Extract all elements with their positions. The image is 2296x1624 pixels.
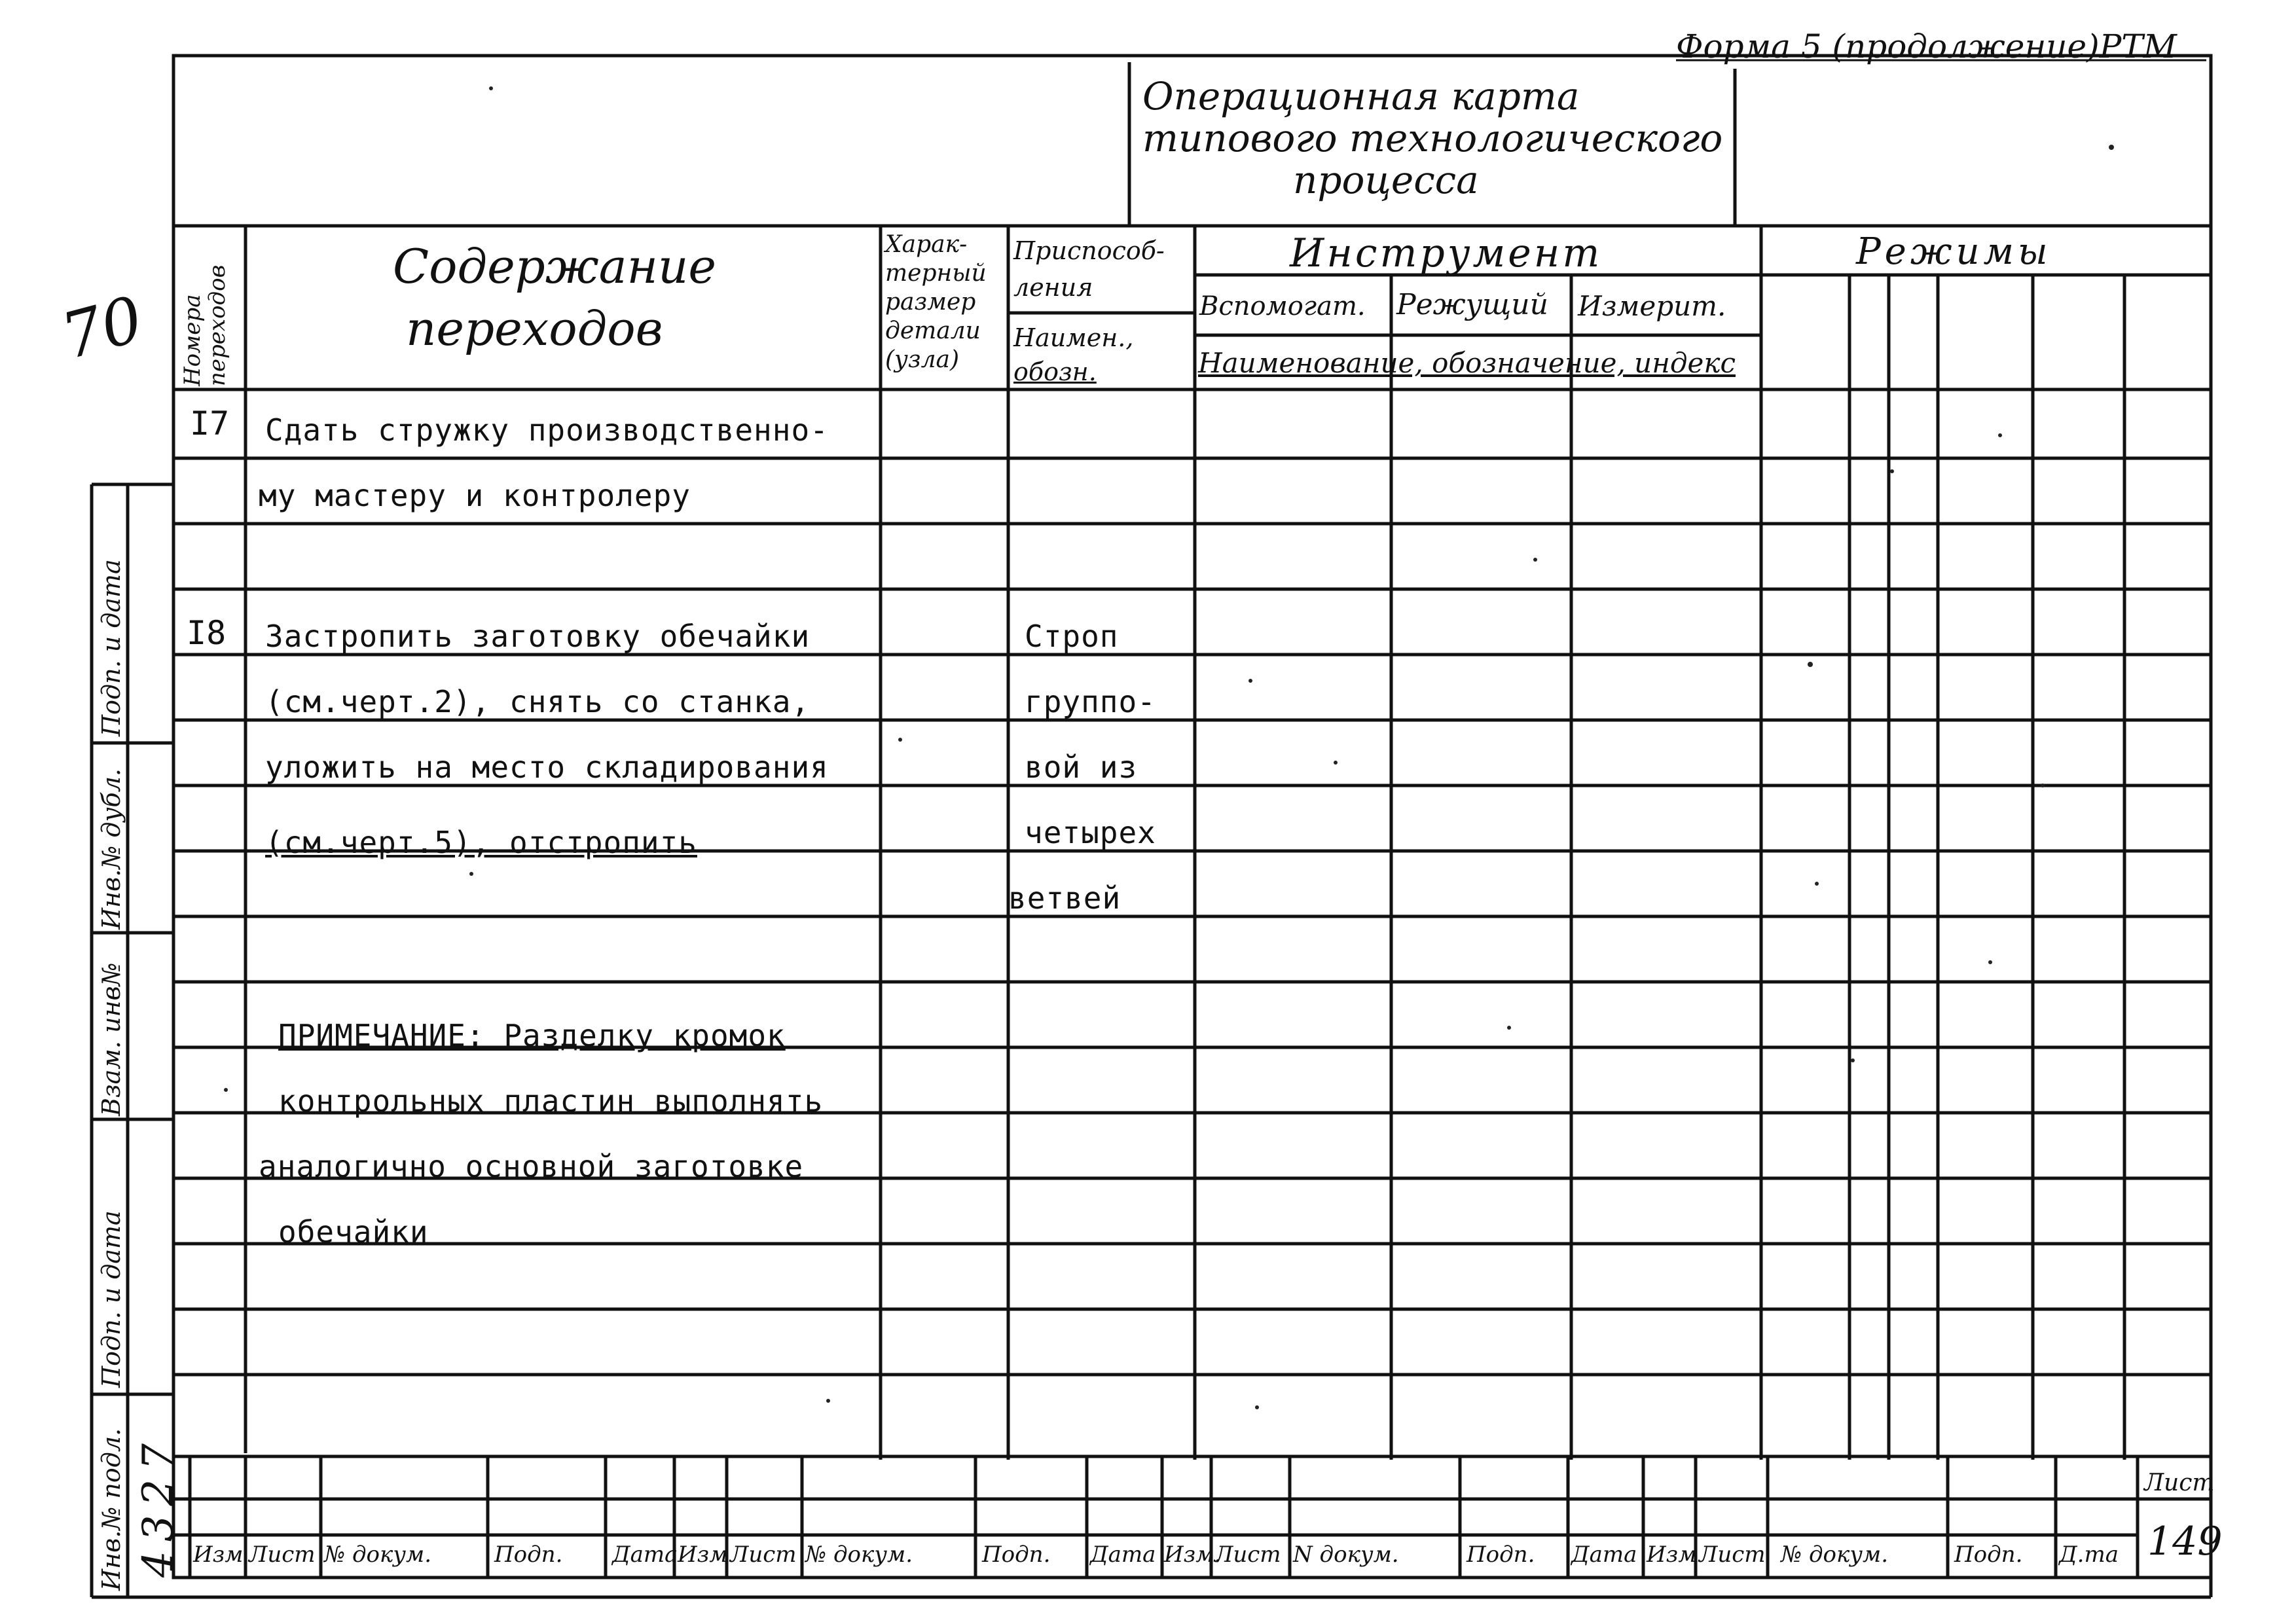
- header-tool-name-index: Наименование, обозначение, индекс: [1198, 347, 1736, 379]
- header-size-line-2: терный: [885, 260, 987, 287]
- side-label-dup-inv: Инв.№ дубл.: [97, 768, 126, 929]
- fixture-text: группо-: [1025, 684, 1156, 719]
- footer-label: Дата: [612, 1542, 678, 1568]
- header-step-numbers-line-1: Номера: [179, 294, 206, 386]
- header-tool-measuring: Измерит.: [1578, 290, 1726, 322]
- footer-label: № докум.: [805, 1542, 913, 1568]
- footer-label: Лист: [249, 1542, 316, 1568]
- inventory-number: 4327: [134, 1434, 183, 1578]
- header-fixtures-line-1: Приспособ-: [1013, 236, 1165, 265]
- header-fixtures: [1013, 232, 1165, 306]
- step-text: уложить на место складирования: [265, 749, 829, 785]
- note-text: ПРИМЕЧАНИЕ: Разделку кромок: [278, 1018, 786, 1053]
- handwritten-mark: 70: [54, 282, 151, 374]
- footer-label: Лист: [730, 1542, 797, 1568]
- header-fixtures-line-2: ления: [1013, 273, 1093, 302]
- footer-label: № докум.: [1781, 1542, 1889, 1568]
- title-line-1: Операционная карта: [1142, 74, 1580, 118]
- header-size: [885, 230, 1010, 374]
- footer-label: Изм: [193, 1542, 244, 1568]
- form-label: Форма 5 (продолжение)РТМ: [1676, 27, 2177, 65]
- footer-label: Дата: [1571, 1542, 1637, 1568]
- header-step-numbers-line-2: переходов: [204, 264, 230, 386]
- footer-label: Подп.: [1954, 1542, 2023, 1568]
- header-size-line-3: размер: [885, 289, 976, 316]
- note-text: обечайки: [278, 1214, 429, 1250]
- header-content-line-2: переходов: [406, 301, 663, 356]
- step-number-17: I7: [190, 405, 230, 442]
- header-modes: Режимы: [1856, 230, 2052, 273]
- side-label-sign-date-2: Подп. и дата: [97, 1210, 126, 1388]
- header-tool-auxiliary: Вспомогат.: [1199, 291, 1366, 321]
- header-size-line-4: детали: [885, 317, 981, 344]
- footer-label: Дата: [1090, 1542, 1156, 1568]
- fixture-text: ветвей: [1008, 880, 1121, 916]
- footer-label: Подп.: [1467, 1542, 1535, 1568]
- step-text: Сдать стружку производственно-: [265, 412, 829, 448]
- title-line-2: типового технологического: [1142, 116, 1723, 160]
- header-tool-cutting: Режущий: [1396, 288, 1548, 321]
- header-tool: Инструмент: [1290, 230, 1603, 276]
- step-number-18: I8: [187, 614, 227, 652]
- footer-label: Изм.: [1164, 1542, 1222, 1568]
- title-line-3: процесса: [1293, 158, 1479, 202]
- fixture-text: четырех: [1025, 815, 1156, 850]
- header-step-numbers: [180, 265, 230, 386]
- side-label-replace-inv: Взам. инв№: [97, 962, 126, 1116]
- side-label-orig-inv: Инв.№ подл.: [97, 1428, 126, 1591]
- header-fixtures-name-line-1: Наимен.,: [1013, 323, 1134, 352]
- footer-label: Лист: [1699, 1542, 1766, 1568]
- header-size-line-1: Харак-: [885, 231, 968, 258]
- document-title: [1142, 74, 1723, 202]
- header-size-line-5: (узла): [885, 346, 959, 373]
- footer-label: Изм: [1647, 1542, 1697, 1568]
- footer-label: Лист: [1214, 1542, 1281, 1568]
- note-text: контрольных пластин выполнять: [278, 1083, 824, 1119]
- header-fixtures-name: [1013, 321, 1133, 389]
- step-text: му мастеру и контролеру: [259, 478, 691, 513]
- footer-label: Подп.: [494, 1542, 563, 1568]
- note-text: аналогично основной заготовке: [259, 1149, 804, 1184]
- step-text: Застропить заготовку обечайки: [265, 619, 811, 654]
- footer-label: № докум.: [324, 1542, 432, 1568]
- footer-label: N докум.: [1293, 1542, 1399, 1568]
- step-text: (см.черт.2), снять со станка,: [265, 684, 811, 719]
- footer-label: Изм: [678, 1542, 728, 1568]
- footer-label: Подп.: [982, 1542, 1051, 1568]
- sheet-label: Лист: [2144, 1470, 2215, 1496]
- header-fixtures-name-line-2: обозн.: [1013, 357, 1097, 386]
- fixture-text: Строп: [1025, 619, 1119, 654]
- sheet-number: 149: [2147, 1519, 2223, 1564]
- side-label-sign-date: Подп. и дата: [97, 559, 126, 736]
- fixture-text: вой из: [1025, 749, 1138, 785]
- step-text: (см.черт.5), отстропить: [265, 825, 697, 860]
- header-content-line-1: Содержание: [393, 239, 716, 294]
- footer-label: Д.та: [2059, 1542, 2119, 1568]
